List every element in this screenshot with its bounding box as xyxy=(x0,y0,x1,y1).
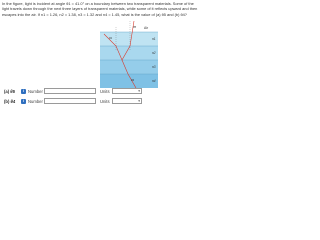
theta4-label: θ4 xyxy=(131,78,135,82)
number-label: Number xyxy=(28,99,43,104)
info-icon[interactable]: i xyxy=(21,89,26,94)
number-label: Number xyxy=(28,89,43,94)
n4-label: n4 xyxy=(152,79,156,83)
units-label: Units xyxy=(100,99,110,104)
air-region xyxy=(100,21,158,32)
layers-figure xyxy=(100,21,158,88)
chevron-down-icon: ▾ xyxy=(138,89,140,93)
answer-row-a xyxy=(4,88,194,95)
part-label-a: (a) θ5 xyxy=(4,89,15,94)
units-select[interactable] xyxy=(112,88,142,94)
n2-label: n2 xyxy=(152,51,156,55)
n3-label: n3 xyxy=(152,65,156,69)
layer-n3 xyxy=(100,60,158,74)
part-label-b: (b) θ4 xyxy=(4,99,16,104)
number-input[interactable] xyxy=(44,88,96,94)
refraction-diagram xyxy=(100,21,158,88)
theta5-label: θ5 xyxy=(133,25,137,29)
problem-statement: In the figure, light is incident at angle θ1 = 41.0° on a boundary between two transparent materials. Some of the light travels down through the next three layers of transparent materials, while some of it reflects upward and then escapes into the air. If n1 = 1.26, n2 = 1.38, n3 = 1.32 and n4 = 1.45, what is the value of (a) θ5 and (b) θ4? xyxy=(2,1,198,17)
units-select[interactable] xyxy=(112,98,142,104)
info-icon[interactable]: i xyxy=(21,99,26,104)
units-label: Units xyxy=(100,89,110,94)
n1-label: n1 xyxy=(152,37,156,41)
air-label: Air xyxy=(144,26,149,30)
theta1-label: θ1 xyxy=(109,36,113,40)
answer-row-b xyxy=(4,98,194,105)
chevron-down-icon: ▾ xyxy=(138,99,140,103)
number-input[interactable] xyxy=(44,98,96,104)
